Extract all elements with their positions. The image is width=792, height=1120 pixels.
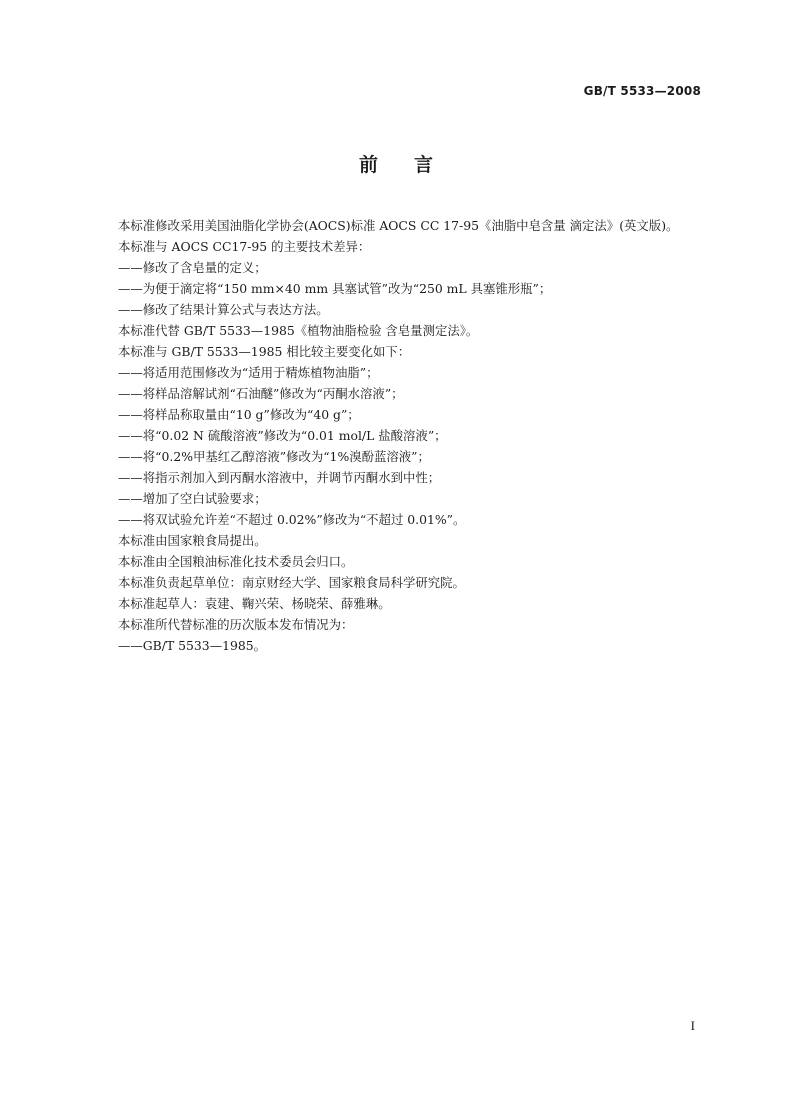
list-item: ——GB/T 5533—1985。 <box>118 638 267 653</box>
standard-code: GB/T 5533—2008 <box>583 84 701 98</box>
paragraph: 本标准负责起草单位：南京财经大学、国家粮食局科学研究院。 <box>118 575 465 590</box>
page-number: I <box>690 1018 695 1033</box>
list-item: ——将样品溶解试剂“石油醚”修改为“丙酮水溶液”； <box>118 386 404 401</box>
paragraph: 本标准由全国粮油标准化技术委员会归口。 <box>118 554 354 569</box>
paragraph: 本标准起草人：袁建、鞠兴荣、杨晓荣、薛雅琳。 <box>118 596 391 611</box>
list-item: ——将“0.2%甲基红乙醇溶液”修改为“1%溴酚蓝溶液”； <box>118 449 430 464</box>
list-item: ——增加了空白试验要求； <box>118 491 267 506</box>
paragraph: 本标准修改采用美国油脂化学协会(AOCS)标准 AOCS CC 17-95《油脂中皂含量 滴定法》(英文版)。 <box>118 218 679 233</box>
page-title: 前言 <box>358 154 469 176</box>
paragraph: 本标准与 GB/T 5533—1985 相比较主要变化如下： <box>118 344 411 359</box>
paragraph: 本标准所代替标准的历次版本发布情况为： <box>118 617 354 632</box>
foreword-body <box>91 215 707 656</box>
list-item: ——修改了含皂量的定义； <box>118 260 267 275</box>
paragraph: 本标准代替 GB/T 5533—1985《植物油脂检验 含皂量测定法》。 <box>118 323 479 338</box>
list-item: ——将双试验允许差“不超过 0.02%”修改为“不超过 0.01%”。 <box>118 512 466 527</box>
list-item: ——将指示剂加入到丙酮水溶液中，并调节丙酮水到中性； <box>118 470 441 485</box>
list-item: ——将样品称取量由“10 g”修改为“40 g”； <box>118 407 360 422</box>
list-item: ——将适用范围修改为“适用于精炼植物油脂”； <box>118 365 379 380</box>
list-item: ——为便于滴定将“150 mm×40 mm 具塞试管”改为“250 mL 具塞锥形瓶”； <box>118 281 552 296</box>
paragraph: 本标准由国家粮食局提出。 <box>118 533 267 548</box>
list-item: ——将“0.02 N 硫酸溶液”修改为“0.01 mol/L 盐酸溶液”； <box>118 428 447 443</box>
paragraph: 本标准与 AOCS CC17-95 的主要技术差异： <box>118 239 371 254</box>
list-item: ——修改了结果计算公式与表达方法。 <box>118 302 329 317</box>
